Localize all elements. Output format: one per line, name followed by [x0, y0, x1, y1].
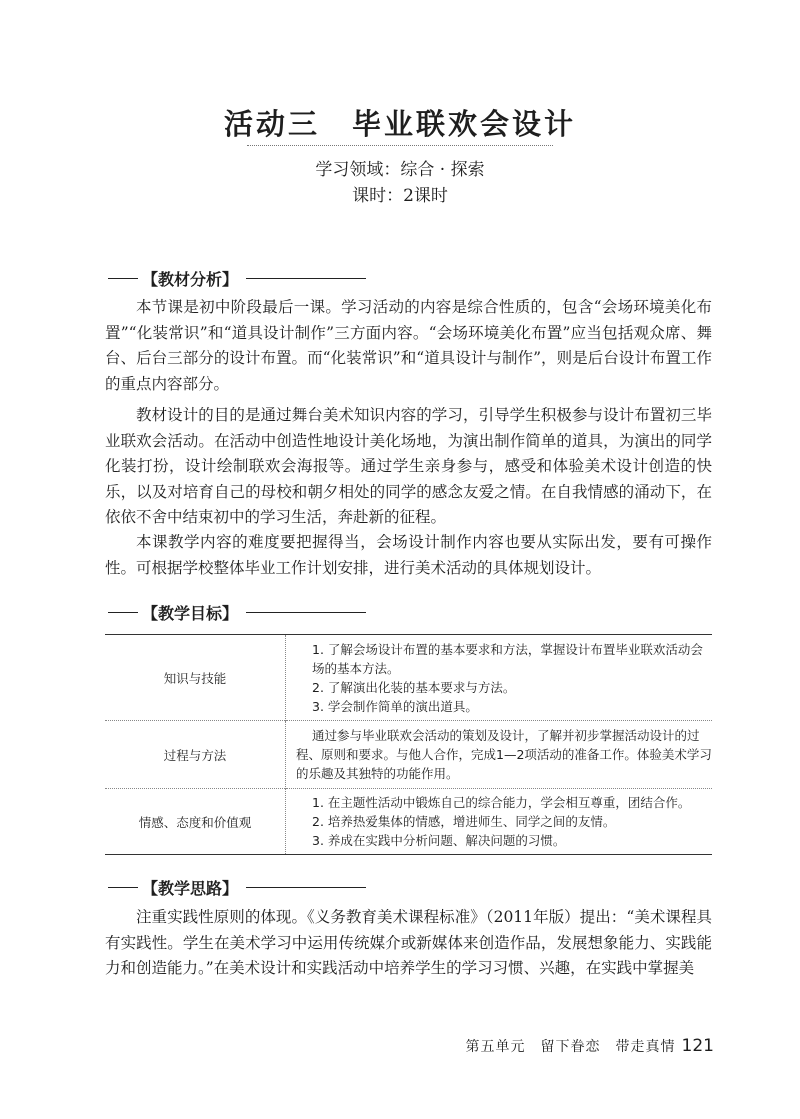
goal-description: [286, 721, 713, 789]
section-heading-label: 【教学目标】: [142, 603, 239, 623]
table-row: [105, 721, 712, 789]
section-heading-label: 【教材分析】: [142, 269, 239, 289]
heading-rule: [246, 887, 366, 888]
learning-area: 学习领域：综合 · 探索: [315, 160, 485, 180]
goal-item: 1. 了解会场设计布置的基本要求和方法，掌握设计布置毕业联欢活动会场的基本方法。: [312, 641, 703, 676]
goal-item: 3. 养成在实践中分析问题、解决问题的习惯。: [312, 833, 566, 848]
analysis-paragraph-3: 本课教学内容的难度要把握得当，会场设计制作内容也要从实际出发，要有可操作性。可根据学校整体毕业工作计划安排，进行美术活动的具体规划设计。: [105, 533, 712, 577]
table-row: [105, 635, 712, 721]
heading-rule: [246, 612, 366, 613]
analysis-paragraph-1: 本节课是初中阶段最后一课。学习活动的内容是综合性质的，包含“会场环境美化布置”“化装常识”和“道具设计制作”三方面内容。“会场环境美化布置”应当包括观众席、舞台、后台三部分的设计布置。而“化装常识”和“道具设计与制作”，则是后台设计布置工作的重点内容部分。: [105, 298, 712, 393]
heading-rule: [108, 887, 138, 888]
heading-rule: [108, 612, 138, 613]
goal-category: 情感、态度和价值观: [105, 789, 286, 855]
heading-rule: [246, 278, 366, 279]
title-divider: [247, 145, 553, 146]
analysis-paragraph-2: 教材设计的目的是通过舞台美术知识内容的学习，引导学生积极参与设计布置初三毕业联欢会活动。在活动中创造性地设计美化场地，为演出制作简单的道具，为演出的同学化装打扮，设计绘制联欢会海报等。通过学生亲身参与，感受和体验美术设计创造的快乐，以及对培育自己的母校和朝夕相处的同学的感念友爱之情。在自我情感的涌动下，在依依不舍中结束初中的学习生活，奔赴新的征程。: [105, 406, 712, 527]
section-heading-goals: [108, 600, 366, 624]
section-heading-ideas: [108, 875, 366, 899]
section-heading-analysis: [108, 266, 366, 290]
goal-description: [286, 635, 713, 721]
goal-item: 3. 学会制作简单的演出道具。: [312, 698, 478, 714]
heading-rule: [108, 278, 138, 279]
goal-category: 过程与方法: [105, 721, 286, 789]
goal-description: [286, 789, 713, 855]
goal-item: 2. 培养热爱集体的情感，增进师生、同学之间的友情。: [312, 814, 616, 829]
goal-item: 1. 在主题性活动中锻炼自己的综合能力，学会相互尊重，团结合作。: [312, 795, 691, 810]
goal-item: 2. 了解演出化装的基本要求与方法。: [312, 679, 516, 695]
teaching-goals-table: [105, 634, 712, 855]
page-title: 活动三 毕业联欢会设计: [223, 107, 576, 141]
section-heading-label: 【教学思路】: [142, 878, 239, 898]
page-footer: [466, 1036, 714, 1056]
unit-title: 第五单元 留下眷恋 带走真情: [465, 1039, 676, 1055]
goal-category: 知识与技能: [105, 635, 286, 721]
table-row: [105, 789, 712, 855]
class-hours: 课时：2课时: [352, 186, 448, 206]
page-number: 121: [681, 1036, 714, 1056]
ideas-paragraph: 注重实践性原则的体现。《义务教育美术课程标准》（2011年版）提出：“美术课程具有实践性。学生在美术学习中运用传统媒介或新媒体来创造作品，发展想象能力、实践能力和创造能力。”在美术设计和实践活动中培养学生的学习习惯、兴趣，在实践中掌握美: [105, 908, 712, 978]
goal-item: 通过参与毕业联欢会活动的策划及设计，了解并初步掌握活动设计的过程、原则和要求。与他人合作，完成1—2项活动的准备工作。体验美术学习的乐趣及其独特的功能作用。: [296, 728, 712, 781]
